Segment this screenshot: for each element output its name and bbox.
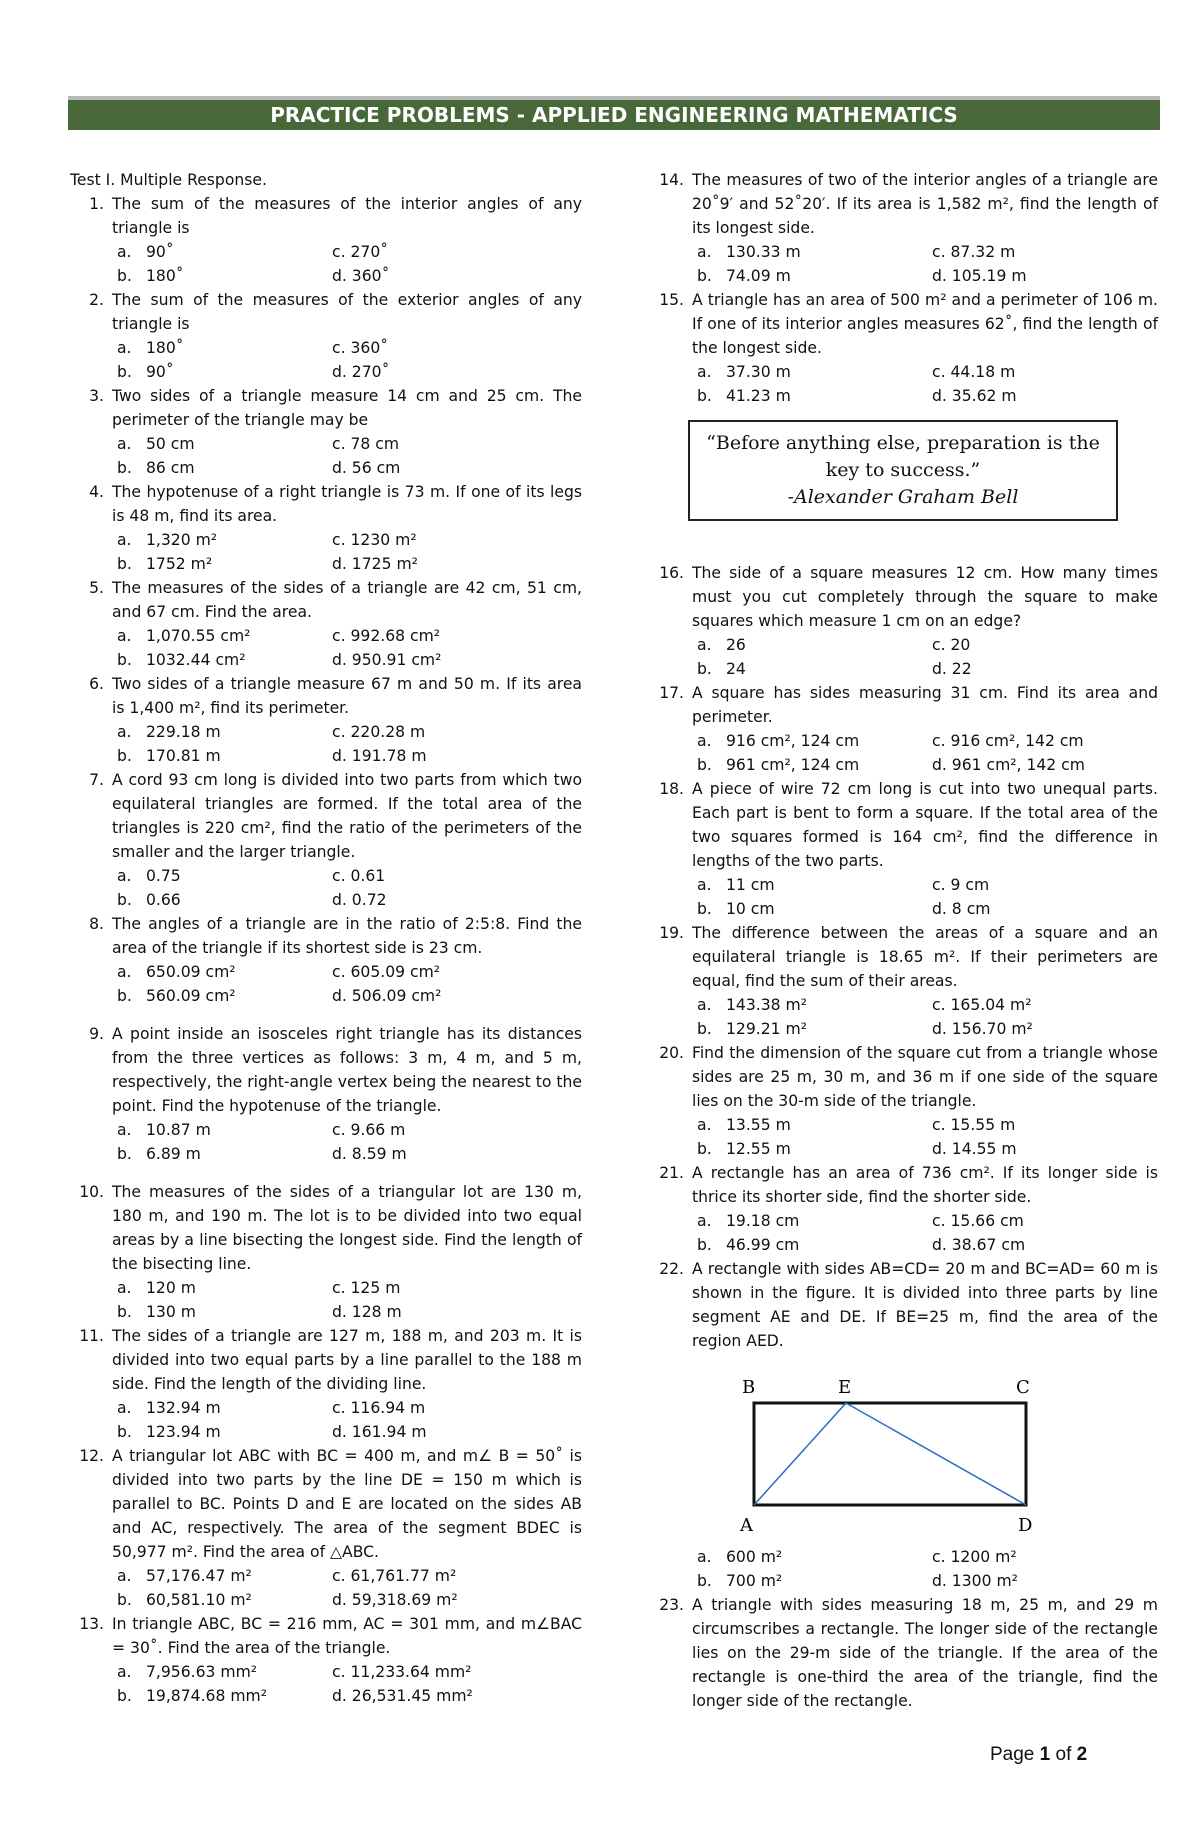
question-text: The measures of the sides of a triangular lot are 130 m, 180 m, and 190 m. The lot is to be divided into two equal areas by a line bisecting the longest side. Find the length of the bisecting line. (112, 1183, 582, 1273)
choice-c: c. 125 m (332, 1279, 401, 1297)
choice-a: a. 650.09 cm² (117, 963, 236, 981)
label-d: D (1018, 1515, 1032, 1536)
question-item (70, 384, 582, 432)
choice-a: a. 13.55 m (697, 1116, 791, 1134)
rectangle-diagram (732, 1353, 1032, 1545)
question-number: 1. (89, 195, 104, 213)
choice-c: c. 992.68 cm² (332, 627, 441, 645)
choice-a: a. 19.18 cm (697, 1212, 800, 1230)
question-item (650, 561, 1158, 633)
choice-b: b. 1032.44 cm² (117, 651, 246, 669)
choice-d: d. 8.59 m (332, 1145, 407, 1163)
page-title: PRACTICE PROBLEMS - APPLIED ENGINEERING MATHEMATICS (68, 100, 1160, 130)
choice-b: b. 41.23 m (697, 387, 791, 405)
question-text: A point inside an isosceles right triangle has its distances from the three vertices as follows: 3 m, 4 m, and 5 m, respectively, the right-angle vertex being the nearest to the point. Find the hypotenuse of the triangle. (112, 1025, 582, 1115)
question-text: A cord 93 cm long is divided into two parts from which two equilateral triangles are formed. If the total area of the triangles is 220 cm², find the ratio of the perimeters of the smaller and the larger triangle. (112, 771, 582, 861)
choice-b: b. 1752 m² (117, 555, 213, 573)
choice-b: b. 24 (697, 660, 746, 678)
question-item (70, 912, 582, 960)
answer-choices (112, 960, 582, 1008)
choice-c: c. 605.09 cm² (332, 963, 441, 981)
answer-choices (112, 240, 582, 288)
choice-d: d. 1300 m² (932, 1572, 1018, 1590)
question-number: 8. (89, 915, 104, 933)
rectangle-abcd (754, 1403, 1026, 1505)
answer-choices (112, 432, 582, 480)
choice-b: b. 74.09 m (697, 267, 791, 285)
choice-c: c. 15.66 cm (932, 1212, 1024, 1230)
question-text: The difference between the areas of a square and an equilateral triangle is 18.65 m². If their perimeters are equal, find the sum of their areas. (692, 924, 1158, 990)
question-item (70, 480, 582, 528)
question-list-right-bottom (650, 561, 1158, 1257)
question-item (70, 1180, 582, 1276)
choice-b: b. 560.09 cm² (117, 987, 236, 1005)
question-number: 7. (89, 771, 104, 789)
choice-c: c. 0.61 (332, 867, 386, 885)
choice-a: a. 1,070.55 cm² (117, 627, 251, 645)
answer-choices (112, 624, 582, 672)
choice-c: c. 20 (932, 636, 971, 654)
rectangle-figure (692, 1353, 1158, 1545)
choice-d: d. 59,318.69 m² (332, 1591, 458, 1609)
question-number: 18. (659, 780, 684, 798)
choice-d: d. 128 m (332, 1303, 402, 1321)
choice-c: c. 220.28 m (332, 723, 426, 741)
choice-d: d. 35.62 m (932, 387, 1017, 405)
choice-c: c. 165.04 m² (932, 996, 1032, 1014)
question-text: The sum of the measures of the exterior angles of any triangle is (112, 291, 582, 333)
question-text: Find the dimension of the square cut from a triangle whose sides are 25 m, 30 m, and 36 m if one side of the square lies on the 30-m side of the triangle. (692, 1044, 1158, 1110)
question-item (650, 777, 1158, 873)
choice-b: b. 19,874.68 mm² (117, 1687, 267, 1705)
label-c: C (1016, 1377, 1030, 1398)
question-item (650, 288, 1158, 360)
choice-a: a. 11 cm (697, 876, 775, 894)
choice-b: b. 46.99 cm (697, 1236, 800, 1254)
question-number: 11. (79, 1327, 104, 1345)
answer-choices (692, 1545, 1158, 1593)
question-item (650, 1257, 1158, 1353)
choice-a: a. 1,320 m² (117, 531, 218, 549)
choice-c: c. 15.55 m (932, 1116, 1016, 1134)
choice-a: a. 180˚ (117, 339, 184, 357)
choice-c: c. 270˚ (332, 243, 389, 261)
answer-choices (112, 1118, 582, 1166)
question-text: The sides of a triangle are 127 m, 188 m, and 203 m. It is divided into two equal parts by a line parallel to the 188 m side. Find the length of the dividing line. (112, 1327, 582, 1393)
answer-choices (692, 729, 1158, 777)
question-number: 19. (659, 924, 684, 942)
question-number: 3. (89, 387, 104, 405)
question-number: 16. (659, 564, 684, 582)
question-number: 12. (79, 1447, 104, 1465)
choice-b: b. 123.94 m (117, 1423, 221, 1441)
question-text: The side of a square measures 12 cm. How many times must you cut completely through the square to make squares which measure 1 cm on an edge? (692, 564, 1158, 630)
choice-d: d. 506.09 cm² (332, 987, 442, 1005)
question-text: The hypotenuse of a right triangle is 73 m. If one of its legs is 48 m, find its area. (112, 483, 582, 525)
question-item (70, 1612, 582, 1660)
question-text: A triangle with sides measuring 18 m, 25 m, and 29 m circumscribes a rectangle. The longer side of the rectangle lies on the 29-m side of the triangle. If the area of the rectangle is one-third the area of the triangle, find the longer side of the rectangle. (692, 1596, 1158, 1710)
question-item (650, 1161, 1158, 1209)
answer-choices (112, 1276, 582, 1324)
question-text: A piece of wire 72 cm long is cut into two unequal parts. Each part is bent to form a square. If the total area of the two squares formed is 164 cm², find the difference in lengths of the two parts. (692, 780, 1158, 870)
question-text: In triangle ABC, BC = 216 mm, AC = 301 mm, and m∠BAC = 30˚. Find the area of the triangle. (112, 1615, 582, 1657)
answer-choices (692, 1113, 1158, 1161)
choice-b: b. 0.66 (117, 891, 181, 909)
choice-a: a. 26 (697, 636, 746, 654)
choice-d: d. 950.91 cm² (332, 651, 442, 669)
page-number: Page 1 of 2 (990, 1744, 1088, 1765)
choice-d: d. 105.19 m (932, 267, 1027, 285)
question-item (70, 192, 582, 240)
answer-choices (692, 993, 1158, 1041)
choice-d: d. 56 cm (332, 459, 401, 477)
quote-author: -Alexander Graham Bell (787, 486, 1019, 508)
right-column (650, 168, 1158, 1713)
choice-c: c. 61,761.77 m² (332, 1567, 457, 1585)
label-e: E (838, 1377, 852, 1398)
answer-choices (112, 336, 582, 384)
question-item (70, 1022, 582, 1118)
answer-choices (112, 528, 582, 576)
choice-b: b. 60,581.10 m² (117, 1591, 252, 1609)
answer-choices (692, 1209, 1158, 1257)
segment-ae (754, 1403, 846, 1505)
question-number: 22. (659, 1260, 684, 1278)
choice-a: a. 57,176.47 m² (117, 1567, 252, 1585)
question-number: 23. (659, 1596, 684, 1614)
question-text: A triangular lot ABC with BC = 400 m, and m∠ B = 50˚ is divided into two parts by the line DE = 150 m which is parallel to BC. Points D and E are located on the sides AB and AC, respectively. The area of the segment BDEC is 50,977 m². Find the area of △ABC. (112, 1447, 582, 1561)
question-text: The measures of two of the interior angles of a triangle are 20˚9′ and 52˚20′. If its area is 1,582 m², find the length of its longest side. (692, 171, 1158, 237)
choice-a: a. 143.38 m² (697, 996, 807, 1014)
choice-c: c. 1200 m² (932, 1548, 1017, 1566)
choice-a: a. 916 cm², 124 cm (697, 732, 860, 750)
choice-d: d. 22 (932, 660, 972, 678)
choice-a: a. 10.87 m (117, 1121, 211, 1139)
answer-choices (692, 873, 1158, 921)
choice-d: d. 38.67 cm (932, 1236, 1026, 1254)
choice-a: a. 0.75 (117, 867, 181, 885)
segment-de (846, 1403, 1026, 1505)
answer-choices (692, 240, 1158, 288)
question-text: A rectangle has an area of 736 cm². If its longer side is thrice its shorter side, find the shorter side. (692, 1164, 1158, 1206)
choice-d: d. 961 cm², 142 cm (932, 756, 1085, 774)
choice-d: d. 0.72 (332, 891, 387, 909)
question-list-left (70, 192, 582, 1708)
question-number: 20. (659, 1044, 684, 1062)
quote-text: “Before anything else, preparation is the key to success.” (706, 432, 1100, 481)
choice-c: c. 9.66 m (332, 1121, 406, 1139)
label-a: A (740, 1515, 753, 1536)
choice-b: b. 180˚ (117, 267, 184, 285)
answer-choices (112, 1396, 582, 1444)
choice-b: b. 86 cm (117, 459, 195, 477)
answer-choices (692, 633, 1158, 681)
choice-d: d. 26,531.45 mm² (332, 1687, 473, 1705)
choice-b: b. 12.55 m (697, 1140, 791, 1158)
question-item (70, 288, 582, 336)
choice-a: a. 37.30 m (697, 363, 791, 381)
question-text: A rectangle with sides AB=CD= 20 m and BC=AD= 60 m is shown in the figure. It is divided into three parts by line segment AE and DE. If BE=25 m, find the area of the region AED. (692, 1260, 1158, 1350)
choice-b: b. 130 m (117, 1303, 196, 1321)
question-text: Two sides of a triangle measure 14 cm and 25 cm. The perimeter of the triangle may be (112, 387, 582, 429)
choice-a: a. 132.94 m (117, 1399, 221, 1417)
question-text: A square has sides measuring 31 cm. Find its area and perimeter. (692, 684, 1158, 726)
question-item (70, 672, 582, 720)
choice-a: a. 130.33 m (697, 243, 801, 261)
choice-b: b. 129.21 m² (697, 1020, 807, 1038)
question-text: A triangle has an area of 500 m² and a perimeter of 106 m. If one of its interior angles measures 62˚, find the length of the longest side. (692, 291, 1158, 357)
question-number: 4. (89, 483, 104, 501)
answer-choices (112, 720, 582, 768)
choice-d: d. 1725 m² (332, 555, 418, 573)
choice-b: b. 90˚ (117, 363, 174, 381)
choice-c: c. 360˚ (332, 339, 389, 357)
left-column (70, 168, 582, 1708)
question-item (650, 1041, 1158, 1113)
choice-a: a. 50 cm (117, 435, 195, 453)
answer-choices (692, 360, 1158, 408)
choice-c: c. 44.18 m (932, 363, 1016, 381)
choice-b: b. 6.89 m (117, 1145, 201, 1163)
question-item (70, 1444, 582, 1564)
question-number: 10. (79, 1183, 104, 1201)
choice-a: a. 120 m (117, 1279, 196, 1297)
question-number: 9. (89, 1025, 104, 1043)
question-number: 14. (659, 171, 684, 189)
answer-choices (112, 1660, 582, 1708)
choice-c: c. 78 cm (332, 435, 400, 453)
answer-choices (112, 1564, 582, 1612)
question-text: The measures of the sides of a triangle are 42 cm, 51 cm, and 67 cm. Find the area. (112, 579, 582, 621)
label-b: B (742, 1377, 756, 1398)
choice-d: d. 191.78 m (332, 747, 427, 765)
quote-box (688, 420, 1118, 521)
test-heading: Test I. Multiple Response. (70, 171, 267, 189)
choice-c: c. 9 cm (932, 876, 990, 894)
answer-choices (112, 864, 582, 912)
question-list-right-top (650, 168, 1158, 408)
question-item (650, 921, 1158, 993)
question-number: 2. (89, 291, 104, 309)
question-number: 5. (89, 579, 104, 597)
question-number: 17. (659, 684, 684, 702)
choice-d: d. 360˚ (332, 267, 390, 285)
choice-a: a. 229.18 m (117, 723, 221, 741)
question-text: The sum of the measures of the interior angles of any triangle is (112, 195, 582, 237)
choice-d: d. 156.70 m² (932, 1020, 1033, 1038)
choice-a: a. 90˚ (117, 243, 174, 261)
choice-a: a. 600 m² (697, 1548, 783, 1566)
choice-b: b. 10 cm (697, 900, 775, 918)
choice-d: d. 270˚ (332, 363, 390, 381)
choice-c: c. 916 cm², 142 cm (932, 732, 1084, 750)
question-number: 13. (79, 1615, 104, 1633)
choice-d: d. 161.94 m (332, 1423, 427, 1441)
choice-b: b. 961 cm², 124 cm (697, 756, 860, 774)
choice-c: c. 1230 m² (332, 531, 417, 549)
choice-a: a. 7,956.63 mm² (117, 1663, 258, 1681)
question-item (650, 1593, 1158, 1713)
question-item (70, 1324, 582, 1396)
choice-b: b. 170.81 m (117, 747, 221, 765)
question-item (650, 681, 1158, 729)
choice-b: b. 700 m² (697, 1572, 783, 1590)
question-text: The angles of a triangle are in the ratio of 2:5:8. Find the area of the triangle if its shortest side is 23 cm. (112, 915, 582, 957)
question-item (650, 168, 1158, 240)
choice-c: c. 116.94 m (332, 1399, 426, 1417)
choice-c: c. 87.32 m (932, 243, 1016, 261)
question-number: 21. (659, 1164, 684, 1182)
question-number: 6. (89, 675, 104, 693)
choice-d: d. 14.55 m (932, 1140, 1017, 1158)
choice-c: c. 11,233.64 mm² (332, 1663, 472, 1681)
question-number: 15. (659, 291, 684, 309)
question-item (70, 576, 582, 624)
question-item (70, 768, 582, 864)
question-text: Two sides of a triangle measure 67 m and 50 m. If its area is 1,400 m², find its perimeter. (112, 675, 582, 717)
choice-d: d. 8 cm (932, 900, 991, 918)
